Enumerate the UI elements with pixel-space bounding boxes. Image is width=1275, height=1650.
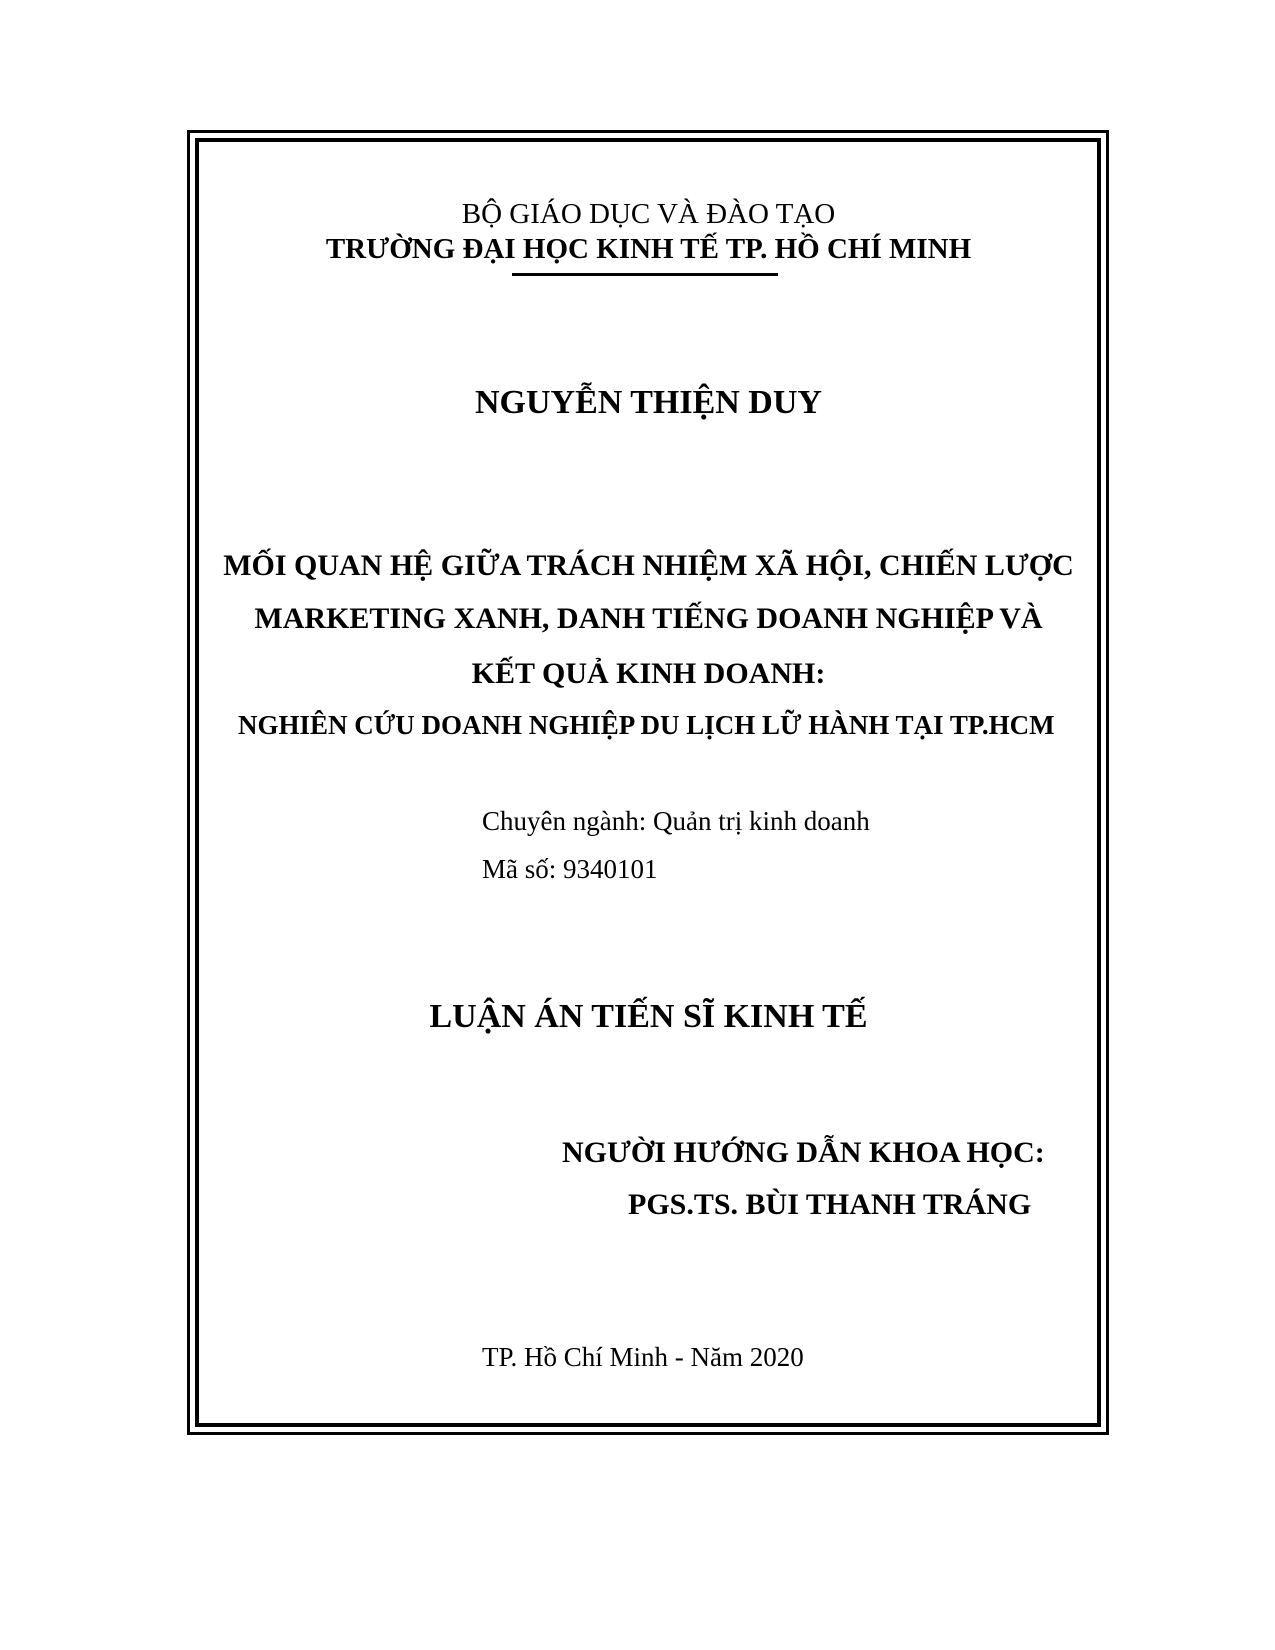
advisor-label: NGƯỜI HƯỚNG DẪN KHOA HỌC: [562, 1136, 1045, 1169]
cover-frame-inner [195, 138, 1101, 1427]
major-field: Chuyên ngành: Quản trị kinh doanh [482, 806, 870, 836]
university-name: TRƯỜNG ĐẠI HỌC KINH TẾ TP. HỒ CHÍ MINH [325, 233, 972, 265]
degree-title: LUẬN ÁN TIẾN SĨ KINH TẾ [429, 998, 868, 1035]
university-underline [512, 273, 778, 276]
ministry-name: BỘ GIÁO DỤC VÀ ĐÀO TẠO [461, 198, 836, 230]
thesis-title-line-1: MỐI QUAN HỆ GIỮA TRÁCH NHIỆM XÃ HỘI, CHIẾN LƯỢC [223, 549, 1074, 582]
thesis-subtitle: NGHIÊN CỨU DOANH NGHIỆP DU LỊCH LỮ HÀNH TẠI TP.HCM [238, 710, 1055, 740]
advisor-name: PGS.TS. BÙI THANH TRÁNG [628, 1188, 1032, 1221]
thesis-title-line-3: KẾT QUẢ KINH DOANH: [471, 657, 826, 690]
place-and-year: TP. Hồ Chí Minh - Năm 2020 [482, 1342, 804, 1372]
thesis-title-line-2: MARKETING XANH, DANH TIẾNG DOANH NGHIỆP VÀ [254, 602, 1043, 635]
major-code: Mã số: 9340101 [482, 854, 658, 884]
author-name: NGUYỄN THIỆN DUY [475, 384, 822, 421]
